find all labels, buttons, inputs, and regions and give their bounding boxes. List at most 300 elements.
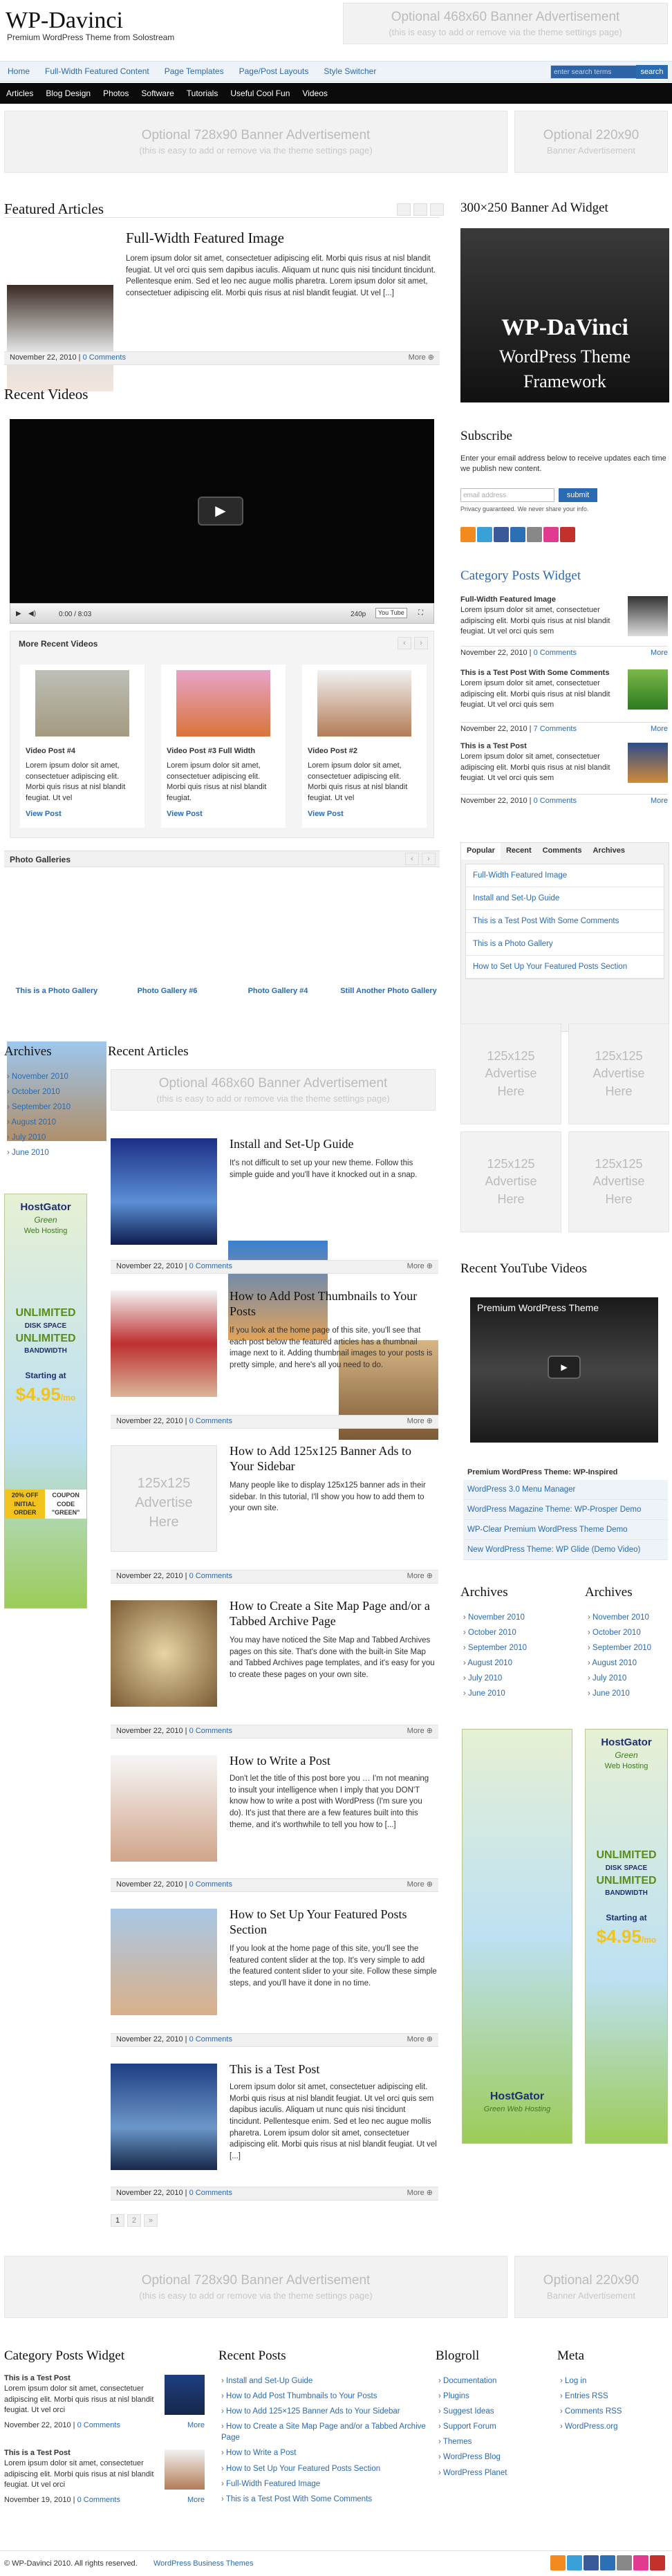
catwidget-item[interactable]: This is a Test Post Lorem ipsum dolor sit amet, consectetuer adipiscing elit. Morbi quis risus at nisl blandit feugiat. Ut vel orci quis sem November 22, 2010 | 0 Comments More <box>460 741 668 815</box>
prev-arrow-icon[interactable]: ‹ <box>405 853 419 865</box>
gallery-caption[interactable]: Still Another Photo Gallery <box>340 987 437 995</box>
archive-link[interactable]: › October 2010 <box>7 1084 97 1100</box>
more-link[interactable]: More ⊕ <box>407 1417 433 1426</box>
catwidget-title[interactable]: This is a Test Post With Some Comments <box>460 669 610 677</box>
tab-popular[interactable]: Popular <box>461 843 501 859</box>
blogroll-link[interactable]: › Suggest Ideas <box>438 2404 549 2419</box>
footer-meta-list <box>560 2373 664 2434</box>
video-thumb[interactable] <box>176 670 270 736</box>
hg-unl2: UNLIMITED <box>596 1874 657 1887</box>
ad125-l3: Here <box>149 1514 179 1530</box>
header-banner-ad[interactable] <box>343 3 668 44</box>
ad125-l3: Here <box>497 1192 525 1206</box>
footer-recent-link[interactable]: › How to Write a Post <box>221 2445 429 2461</box>
youtube-player-title: Premium WordPress Theme <box>477 1302 599 1313</box>
hostgator-banner-mid[interactable] <box>462 1729 572 2144</box>
post-excerpt: If you look at the home page of this site, you'll see that each post below the featured articles has a thumbnail image next to it. Adding thumbnail images to your posts is pretty simple, and here's all you need to do. <box>230 1326 433 1370</box>
tab-link[interactable]: This is a Photo Gallery <box>466 933 664 956</box>
hg-unl2: UNLIMITED <box>15 1332 76 1344</box>
comments-link[interactable]: 0 Comments <box>77 2495 120 2504</box>
comments-link[interactable]: 0 Comments <box>189 1572 232 1581</box>
ad-subtitle: (this is easy to add or remove via the theme settings page) <box>389 27 622 38</box>
hg-brand: HostGator <box>601 1736 652 1748</box>
more-link[interactable]: More ⊕ <box>407 2189 433 2198</box>
catwidget-excerpt: Lorem ipsum dolor sit amet, consectetuer adipiscing elit. Morbi quis risus at nisl blandit feugiat. Ut vel orci quis sem <box>460 752 610 783</box>
more-link[interactable]: More ⊕ <box>407 1572 433 1581</box>
volume-icon[interactable]: ◀) <box>28 610 37 618</box>
archive-link[interactable]: › September 2010 <box>7 1100 97 1115</box>
catwidget-thumb[interactable] <box>628 669 668 710</box>
pager-dot[interactable] <box>430 203 444 216</box>
more-link[interactable]: More <box>650 797 668 805</box>
more-link[interactable]: More ⊕ <box>407 1727 433 1736</box>
page-2[interactable]: 2 <box>127 2214 141 2227</box>
hg-mo: /mo <box>641 1934 657 1945</box>
twitter-icon[interactable] <box>477 527 492 542</box>
comments-link[interactable]: 0 Comments <box>189 1417 232 1426</box>
blogroll-link[interactable]: › Themes <box>438 2434 549 2449</box>
pager-dot[interactable] <box>397 203 411 216</box>
ad125-slot[interactable] <box>568 1023 669 1124</box>
meta-link[interactable]: › Log in <box>560 2373 664 2389</box>
post-title[interactable]: Install and Set-Up Guide <box>230 1137 354 1151</box>
tab-panel <box>465 864 664 979</box>
tab-link[interactable]: Install and Set-Up Guide <box>466 887 664 910</box>
play-button-icon[interactable]: ▶ <box>16 610 21 618</box>
catwidget-title[interactable]: This is a Test Post <box>460 742 527 750</box>
post-title[interactable]: How to Add 125x125 Banner Ads to Your Sidebar <box>230 1444 411 1473</box>
post-thumb[interactable] <box>111 1600 217 1707</box>
footer-cat-item[interactable]: This is a Test Post Lorem ipsum dolor sit amet, consectetuer adipiscing elit. Morbi quis risus at nisl blandit feugiat. Ut vel orci November 19, 2010 | 0 Comments More <box>4 2448 205 2505</box>
video-player[interactable] <box>10 419 434 603</box>
ad125-l2: Advertise <box>485 1174 537 1189</box>
primary-nav <box>0 61 672 82</box>
comments-link[interactable]: 0 Comments <box>77 2420 120 2429</box>
archives-heading-3: Archives <box>585 1585 633 1600</box>
cat-photos[interactable]: Photos <box>103 88 129 98</box>
copyright-bar <box>0 2550 672 2576</box>
search-button[interactable]: search <box>636 65 668 79</box>
more-link[interactable]: More ⊕ <box>407 1262 433 1271</box>
hg-off-value: 20% OFF <box>11 1492 39 1499</box>
more-label: More <box>407 1727 424 1736</box>
youtube-logo[interactable]: You Tube <box>375 608 407 618</box>
hostgator-banner-right[interactable] <box>585 1729 668 2144</box>
archive-link[interactable]: › August 2010 <box>7 1115 97 1130</box>
more-label: More <box>407 1417 424 1426</box>
cat-videos[interactable]: Videos <box>302 88 328 98</box>
video-time: 0:00 / 8:03 <box>59 611 92 618</box>
more-link[interactable]: More ⊕ <box>408 353 434 362</box>
post-date: November 22, 2010 <box>10 353 77 362</box>
footer-cat-thumb[interactable] <box>165 2375 205 2415</box>
more-link[interactable]: More <box>187 2495 205 2504</box>
archive-link[interactable]: › August 2010 <box>588 1656 671 1671</box>
footer-leaderboard-ad[interactable] <box>4 2256 507 2318</box>
catwidget-excerpt: Lorem ipsum dolor sit amet, consectetuer adipiscing elit. Morbi quis risus at nisl blandit feugiat. Ut vel orci quis sem <box>460 679 610 710</box>
tab-link[interactable]: Full-Width Featured Image <box>466 864 664 887</box>
subscribe-heading: Subscribe <box>460 429 512 443</box>
archive-link[interactable]: › October 2010 <box>588 1625 671 1640</box>
twitter-icon[interactable] <box>567 2555 582 2570</box>
catwidget-title[interactable]: Full-Width Featured Image <box>460 595 557 604</box>
fullscreen-icon[interactable]: ⛶ <box>418 609 423 617</box>
galleries-bar <box>4 851 440 867</box>
hg-unl1: UNLIMITED <box>15 1307 76 1319</box>
archive-link[interactable]: › November 2010 <box>7 1069 97 1084</box>
ad125-l1: 125x125 <box>595 1049 643 1064</box>
ad125-l3: Here <box>497 1084 525 1098</box>
post-date: November 22, 2010 <box>4 2420 71 2429</box>
more-link[interactable]: More <box>650 649 668 657</box>
nav-layouts[interactable]: Page/Post Layouts <box>239 66 309 76</box>
comments-link[interactable]: 0 Comments <box>189 1880 232 1889</box>
footer-blogroll-heading: Blogroll <box>436 2348 480 2363</box>
archive-link[interactable]: › July 2010 <box>463 1671 560 1686</box>
post-excerpt: It's not difficult to set up your new theme. Follow this simple guide and you'll have it knocked out in a snap. <box>230 1159 418 1179</box>
tab-link[interactable]: How to Set Up Your Featured Posts Section <box>466 956 664 979</box>
archive-link[interactable]: › September 2010 <box>463 1640 560 1656</box>
more-videos-box <box>10 631 434 838</box>
archive-link[interactable]: › November 2010 <box>463 1610 560 1625</box>
video-card[interactable] <box>161 665 286 828</box>
post-date: November 19, 2010 <box>4 2495 71 2504</box>
hg-initial: INITIAL ORDER <box>13 1500 37 1517</box>
tab-comments[interactable]: Comments <box>542 846 582 855</box>
youtube-player[interactable] <box>470 1297 658 1443</box>
facebook-icon[interactable] <box>494 527 509 542</box>
post-title[interactable]: How to Set Up Your Featured Posts Section <box>230 1907 407 1936</box>
cat-blog-design[interactable]: Blog Design <box>46 88 91 98</box>
leaderboard-ad[interactable] <box>4 111 507 173</box>
archive-link[interactable]: › September 2010 <box>588 1640 671 1656</box>
more-link[interactable]: More <box>650 725 668 733</box>
catwidget-thumb[interactable] <box>628 596 668 636</box>
search-input[interactable]: enter search terms <box>550 65 644 79</box>
hg-web: Web Hosting <box>24 1226 68 1235</box>
cat-articles[interactable]: Articles <box>6 88 34 98</box>
more-link[interactable]: More ⊕ <box>407 1880 433 1889</box>
hg-green: Green <box>615 1750 638 1760</box>
tab-link[interactable]: This is a Test Post With Some Comments <box>466 910 664 933</box>
post-thumb[interactable] <box>111 1909 217 2015</box>
page-1[interactable]: 1 <box>111 2214 124 2227</box>
youtube-link[interactable]: WordPress Magazine Theme: WP-Prosper Demo <box>463 1500 668 1520</box>
comments-link[interactable]: 0 Comments <box>82 353 126 362</box>
facebook-icon[interactable] <box>584 2555 599 2570</box>
hg-green: Green <box>34 1215 57 1225</box>
post-title[interactable]: How to Create a Site Map Page and/or a Tabbed Archive Page <box>230 1599 430 1628</box>
site-header <box>0 0 672 54</box>
archive-link[interactable]: › July 2010 <box>588 1671 671 1686</box>
post-date: November 22, 2010 <box>116 2035 183 2044</box>
nav-home[interactable]: Home <box>8 66 30 76</box>
footer-recent-link[interactable]: › This is a Test Post With Some Comments <box>221 2492 429 2507</box>
footer-cat-thumb[interactable] <box>165 2449 205 2490</box>
hg-mo: /mo <box>60 1392 76 1402</box>
rss-icon[interactable] <box>550 2555 566 2570</box>
hg-bw: BANDWIDTH <box>605 1889 648 1897</box>
pagination <box>111 2214 158 2227</box>
blogroll-link[interactable]: › Plugins <box>438 2389 549 2404</box>
comments-link[interactable]: 0 Comments <box>533 649 577 657</box>
tabs-widget <box>460 842 669 1032</box>
video-card-title[interactable]: Video Post #4 <box>26 747 75 755</box>
hg-price <box>586 1924 667 1949</box>
featured-image[interactable] <box>7 285 113 391</box>
flickr-icon[interactable] <box>543 527 559 542</box>
recent-heading: Recent Articles <box>108 1044 189 1059</box>
blogroll-link[interactable]: › WordPress Planet <box>438 2465 549 2481</box>
youtube-heading: Recent YouTube Videos <box>460 1261 588 1276</box>
delicious-icon[interactable] <box>617 2555 632 2570</box>
featured-excerpt: Lorem ipsum dolor sit amet, consectetuer adipiscing elit. Morbi quis risus at nisl blandit feugiat. Ut vel orci quis sem dapibus iaculis. Aliquam ut nunc quis nisi tincidunt tincidunt. Pellentesque enim. Sed et leo nec augue mollis pharetra. Lorem ipsum dolor sit amet, consectetuer adipiscing elit. Morbi quis risus at nisl blandit feugiat. Ut vel [...] <box>126 254 436 298</box>
category-nav <box>0 83 672 104</box>
comments-link[interactable]: 0 Comments <box>189 1262 232 1271</box>
youtube-icon[interactable] <box>560 527 575 542</box>
tabs-bar <box>461 843 669 860</box>
archive-link[interactable]: › June 2010 <box>463 1686 560 1701</box>
footer-recent-link[interactable]: › How to Set Up Your Featured Posts Section <box>221 2461 429 2476</box>
tab-recent[interactable]: Recent <box>505 846 532 855</box>
footer-side-ad[interactable] <box>514 2256 668 2318</box>
site-title[interactable]: WP-Davinci <box>6 8 123 33</box>
ad125-l2: Advertise <box>485 1066 537 1081</box>
youtube-link[interactable]: New WordPress Theme: WP Glide (Demo Video) <box>463 1540 668 1560</box>
post-title[interactable]: This is a Test Post <box>230 2062 320 2076</box>
footer-cat-title[interactable]: This is a Test Post <box>4 2449 71 2457</box>
post-date: November 22, 2010 <box>460 649 528 657</box>
view-post-link[interactable]: View Post <box>308 809 344 818</box>
ad125-l1: 125x125 <box>487 1049 535 1064</box>
footer-cat-title[interactable]: This is a Test Post <box>4 2374 71 2382</box>
subscribe-email-input[interactable]: email address <box>460 488 554 502</box>
nav-full-width[interactable]: Full-Width Featured Content <box>45 66 149 76</box>
divider <box>4 217 440 218</box>
footer-recent-link[interactable]: › Install and Set-Up Guide <box>221 2373 429 2389</box>
video-card-title[interactable]: Video Post #2 <box>308 747 357 755</box>
youtube-link[interactable]: WordPress 3.0 Menu Manager <box>463 1480 668 1500</box>
ad-title: Optional 728x90 Banner Advertisement <box>141 127 371 142</box>
archive-link[interactable]: › November 2010 <box>588 1610 671 1625</box>
blogroll-link[interactable]: › Documentation <box>438 2373 549 2389</box>
copyright-text: © WP-Davinci 2010. All rights reserved. <box>4 2559 138 2568</box>
blogroll-link[interactable]: › WordPress Blog <box>438 2449 549 2465</box>
archives-list <box>7 1069 97 1161</box>
post-date: November 22, 2010 <box>116 2189 183 2198</box>
post-thumb[interactable] <box>111 2064 217 2170</box>
meta-link[interactable]: › Entries RSS <box>560 2389 664 2404</box>
video-card-excerpt: Lorem ipsum dolor sit amet, consectetuer adipiscing elit. Morbi quis risus at nisl blandit feugiat. Ut vel <box>308 761 408 802</box>
video-card[interactable] <box>302 665 427 828</box>
gallery-caption[interactable]: This is a Photo Gallery <box>15 987 98 995</box>
credit-link[interactable]: WordPress Business Themes <box>153 2559 254 2568</box>
hg-disk: DISK SPACE <box>605 1864 648 1872</box>
post-date: November 22, 2010 <box>116 1880 183 1889</box>
pager-dot[interactable] <box>413 203 427 216</box>
ad-title: Optional 220x90 <box>543 127 640 142</box>
view-post-link[interactable]: View Post <box>167 809 203 818</box>
footer-cat-item[interactable]: This is a Test Post Lorem ipsum dolor sit amet, consectetuer adipiscing elit. Morbi quis risus at nisl blandit feugiat. Ut vel orci November 22, 2010 | 0 Comments More <box>4 2373 205 2431</box>
video-thumb[interactable] <box>317 670 411 736</box>
more-label: More <box>408 353 426 362</box>
more-link[interactable]: More ⊕ <box>407 2035 433 2044</box>
hg-brand-bottom: HostGator <box>489 2091 545 2102</box>
post-excerpt: Don't let the title of this post bore you … I'm not meaning to insult your intelligence when I imply that you DON'T know how to write a post with WordPress (I'm sure you do). It's just that there are a few features built into this theme, and it's worthwhile to tell you how to [...] <box>230 1775 429 1829</box>
comments-link[interactable]: 0 Comments <box>533 797 577 805</box>
next-arrow-icon[interactable]: › <box>414 637 428 649</box>
post-meta: November 22, 2010 | 0 Comments More ⊕ <box>111 1415 438 1429</box>
footer-meta-heading: Meta <box>557 2348 585 2363</box>
ad125-slot[interactable] <box>460 1023 561 1124</box>
footer-recent-link[interactable]: › Full-Width Featured Image <box>221 2476 429 2492</box>
video-quality[interactable]: 240p <box>351 611 366 618</box>
galleries-pager[interactable] <box>405 853 436 865</box>
video-controls[interactable] <box>10 603 434 624</box>
ad125-l1: 125x125 <box>487 1157 535 1171</box>
ad300-heading: 300×250 Banner Ad Widget <box>460 201 608 215</box>
ad-subtitle: (this is easy to add or remove via the theme settings page) <box>156 1093 390 1104</box>
post-excerpt: You may have noticed the Site Map and Tabbed Archives pages on this site. That's done with the built-in Site Map and Tabbed Archives page templates, and it's easy for you to create these pages on your own site. <box>230 1636 435 1680</box>
catwidget-excerpt: Lorem ipsum dolor sit amet, consectetuer adipiscing elit. Morbi quis risus at nisl blandit feugiat. Ut vel orci quis sem <box>460 606 610 636</box>
youtube-caption[interactable]: Premium WordPress Theme: WP-Inspired <box>467 1468 618 1476</box>
prev-arrow-icon[interactable]: ‹ <box>398 637 411 649</box>
more-videos-heading: More Recent Videos <box>19 639 98 649</box>
post-thumb[interactable] <box>111 1138 217 1245</box>
post-title[interactable]: How to Write a Post <box>230 1754 330 1768</box>
side-banner-ad[interactable] <box>514 111 668 173</box>
hg-code: "GREEN" <box>51 1509 80 1517</box>
ad-subtitle: Banner Advertisement <box>547 145 635 156</box>
archives-list-2 <box>463 1610 560 1702</box>
view-post-link[interactable]: View Post <box>26 809 62 818</box>
catwidget-item[interactable]: Full-Width Featured Image Lorem ipsum dolor sit amet, consectetuer adipiscing elit. Morbi quis risus at nisl blandit feugiat. Ut vel orci quis sem November 22, 2010 | 0 Comments More <box>460 595 668 668</box>
ad125-l2: Advertise <box>135 1495 193 1510</box>
meta-link[interactable]: › Comments RSS <box>560 2404 664 2419</box>
linkedin-icon[interactable] <box>600 2555 615 2570</box>
delicious-icon[interactable] <box>527 527 542 542</box>
ad-subtitle: (this is easy to add or remove via the theme settings page) <box>139 145 373 156</box>
footer-cat-excerpt: Lorem ipsum dolor sit amet, consectetuer adipiscing elit. Morbi quis risus at nisl blandit feugiat. Ut vel orci <box>4 2459 154 2490</box>
cat-software[interactable]: Software <box>141 88 174 98</box>
youtube-link[interactable]: WP-Clear Premium WordPress Theme Demo <box>463 1520 668 1540</box>
page-next[interactable]: » <box>144 2214 158 2227</box>
archive-link[interactable]: › August 2010 <box>463 1656 560 1671</box>
footer-recent-link[interactable]: › How to Add 125×125 Banner Ads to Your Sidebar <box>221 2404 429 2419</box>
linkedin-icon[interactable] <box>510 527 525 542</box>
post-thumb[interactable] <box>111 1755 217 1862</box>
recent-banner-ad[interactable] <box>111 1069 436 1111</box>
more-link[interactable]: More <box>187 2420 205 2429</box>
post-meta: November 22, 2010 | 0 Comments More ⊕ <box>111 2033 438 2047</box>
post-meta: November 22, 2010 | 0 Comments More ⊕ <box>111 1570 438 1584</box>
featured-pager[interactable] <box>397 203 444 216</box>
footer-recent-link[interactable]: › How to Add Post Thumbnails to Your Posts <box>221 2389 429 2404</box>
video-card-excerpt: Lorem ipsum dolor sit amet, consectetuer adipiscing elit. Morbi quis risus at nisl blandit feugiat. Ut vel <box>26 761 126 802</box>
post-date: November 22, 2010 <box>460 797 528 805</box>
hostgator-banner-left[interactable] <box>4 1194 87 1609</box>
archive-link[interactable]: › June 2010 <box>588 1686 671 1701</box>
flickr-icon[interactable] <box>633 2555 648 2570</box>
nav-page-templates[interactable]: Page Templates <box>164 66 224 76</box>
youtube-icon[interactable] <box>650 2555 665 2570</box>
comments-link[interactable]: 0 Comments <box>189 2189 232 2198</box>
ad300-brand: WP-DaVinci <box>501 315 628 340</box>
video-thumb[interactable] <box>35 670 129 736</box>
archive-link[interactable]: › October 2010 <box>463 1625 560 1640</box>
post-thumb-ad[interactable] <box>111 1445 217 1552</box>
featured-title[interactable]: Full-Width Featured Image <box>126 230 284 246</box>
ad-title: Optional 220x90 <box>543 2272 640 2288</box>
catwidget-thumb[interactable] <box>628 743 668 783</box>
ad-title: Optional 468x60 Banner Advertisement <box>391 9 620 24</box>
video-card-title[interactable]: Video Post #3 Full Width <box>167 747 256 755</box>
post-title[interactable]: How to Add Post Thumbnails to Your Posts <box>230 1289 418 1318</box>
footer-cat-heading: Category Posts Widget <box>4 2348 125 2363</box>
subscribe-button[interactable]: submit <box>559 488 597 502</box>
video-card[interactable] <box>20 665 144 828</box>
archives-list-3 <box>588 1610 671 1702</box>
post-date: November 22, 2010 <box>116 1262 183 1271</box>
blogroll-link[interactable]: › Support Forum <box>438 2419 549 2434</box>
footer-cat-excerpt: Lorem ipsum dolor sit amet, consectetuer adipiscing elit. Morbi quis risus at nisl blandit feugiat. Ut vel orci <box>4 2384 154 2415</box>
post-thumb[interactable] <box>111 1290 217 1397</box>
meta-link[interactable]: › WordPress.org <box>560 2419 664 2434</box>
social-icons <box>460 527 577 546</box>
footer-recent-heading: Recent Posts <box>218 2348 286 2363</box>
hg-footer: Green Web Hosting <box>483 2105 551 2114</box>
play-icon[interactable]: ▶ <box>198 497 243 526</box>
more-label: More <box>407 2035 424 2044</box>
privacy-note: Privacy guaranteed. We never share your info. <box>460 506 589 512</box>
post-excerpt: Many people like to display 125x125 banner ads in their sidebar. In this tutorial, I'll show you how to add them to your own site. <box>230 1481 426 1513</box>
hg-start: Starting at <box>25 1370 66 1380</box>
more-videos-pager[interactable] <box>398 637 428 649</box>
rss-icon[interactable] <box>460 527 476 542</box>
comments-link[interactable]: 0 Comments <box>189 1727 232 1736</box>
hg-web: Web Hosting <box>604 1761 648 1770</box>
cat-useful[interactable]: Useful Cool Fun <box>230 88 290 98</box>
youtube-links <box>463 1480 668 1560</box>
archive-link[interactable]: › July 2010 <box>7 1130 97 1145</box>
hg-coupon <box>45 1490 86 1519</box>
comments-link[interactable]: 0 Comments <box>189 2035 232 2044</box>
hg-disk: DISK SPACE <box>24 1322 67 1330</box>
ad300-banner[interactable] <box>460 228 669 402</box>
archive-link[interactable]: › June 2010 <box>7 1145 97 1160</box>
next-arrow-icon[interactable]: › <box>422 853 436 865</box>
comments-link[interactable]: 7 Comments <box>533 725 577 733</box>
catwidget-item[interactable]: This is a Test Post With Some Comments Lorem ipsum dolor sit amet, consectetuer adipiscing elit. Morbi quis risus at nisl blandit feugiat. Ut vel orci quis sem November 22, 2010 | 7 Comments More <box>460 668 668 741</box>
ad125-l3: Here <box>605 1084 633 1098</box>
post-date: November 22, 2010 <box>116 1417 183 1426</box>
cat-tutorials[interactable]: Tutorials <box>186 88 218 98</box>
nav-style-switcher[interactable]: Style Switcher <box>324 66 377 76</box>
tab-archives[interactable]: Archives <box>592 846 625 855</box>
post-date: November 22, 2010 <box>116 1727 183 1736</box>
gallery-caption[interactable]: Photo Gallery #6 <box>137 987 198 995</box>
archives-heading-2: Archives <box>460 1585 508 1600</box>
ad125-slot[interactable] <box>460 1131 561 1232</box>
ad300-line2: Framework <box>523 371 606 391</box>
ad125-l2: Advertise <box>592 1066 645 1081</box>
play-icon[interactable]: ▶ <box>548 1355 581 1379</box>
hg-price-value: $4.95 <box>596 1925 642 1947</box>
gallery-caption[interactable]: Photo Gallery #4 <box>248 987 308 995</box>
ad125-slot[interactable] <box>568 1131 669 1232</box>
hg-unl1: UNLIMITED <box>596 1849 657 1862</box>
footer-recent-link[interactable]: › How to Create a Site Map Page and/or a Tabbed Archive Page <box>221 2419 429 2445</box>
